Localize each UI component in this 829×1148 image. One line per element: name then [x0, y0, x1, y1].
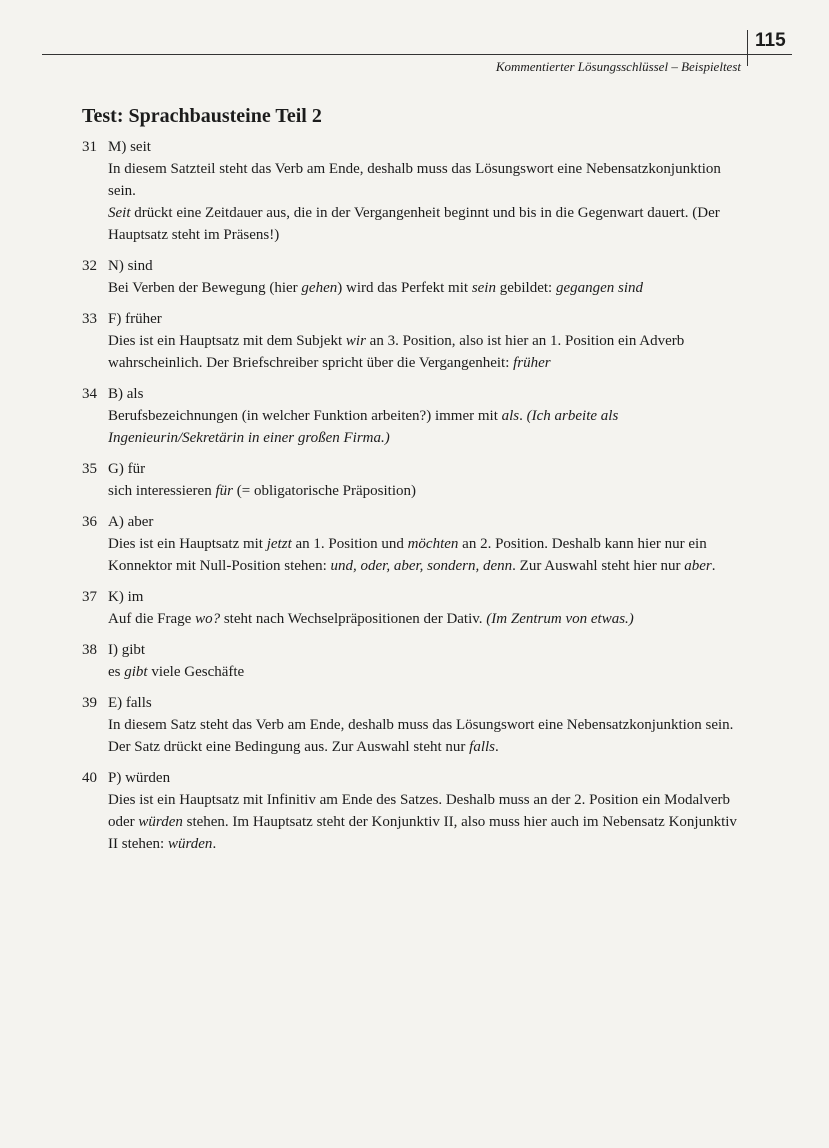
item-explanation	[82, 533, 742, 577]
emphasis-text: wo?	[195, 611, 221, 627]
header-rule	[42, 54, 792, 55]
item-number: 34	[82, 386, 97, 402]
body-text: es	[108, 664, 125, 680]
body-text: .	[495, 739, 499, 755]
explanation-paragraph	[108, 405, 742, 449]
item-answer: K) im	[108, 589, 144, 605]
explanation-paragraph	[108, 661, 742, 683]
answer-list	[82, 136, 742, 864]
item-answer: G) für	[108, 461, 146, 477]
answer-item-head	[82, 692, 742, 714]
answer-item	[82, 511, 742, 577]
body-text: gebildet:	[495, 280, 556, 296]
body-text: In diesem Satz steht das Verb am Ende, deshalb muss das Lösungswort eine Nebensatzkonjunktion sein. Der Satz drückt eine Bedingung aus. Zur Auswahl steht nur	[108, 717, 734, 755]
answer-item-head	[82, 383, 742, 405]
item-explanation	[82, 158, 742, 246]
explanation-paragraph	[108, 330, 742, 374]
emphasis-text: aber	[684, 558, 712, 574]
body-text: drückt eine Zeitdauer aus, die in der Vergangenheit beginnt und bis in die Gegenwart dauert. (Der Hauptsatz steht im Präsens!)	[108, 205, 720, 243]
body-text: an 3. Position, also ist hier an 1. Position ein Adverb wahrscheinlich. Der Briefschreiber spricht über die Vergangenheit:	[108, 333, 685, 371]
body-text: Bei Verben der Bewegung (hier	[108, 280, 302, 296]
item-explanation	[82, 480, 742, 502]
emphasis-text: früher	[513, 355, 551, 371]
answer-item-head	[82, 767, 742, 789]
item-number: 31	[82, 139, 97, 155]
body-text: Berufsbezeichnungen (in welcher Funktion arbeiten?) immer mit	[108, 408, 502, 424]
answer-item	[82, 383, 742, 449]
item-answer: B) als	[108, 386, 144, 402]
item-number: 40	[82, 770, 97, 786]
emphasis-text: gibt	[124, 664, 148, 680]
item-explanation	[82, 661, 742, 683]
item-explanation	[82, 789, 742, 855]
item-answer: I) gibt	[108, 642, 146, 658]
item-number: 38	[82, 642, 97, 658]
body-text: .	[711, 558, 716, 574]
emphasis-text: und, oder, aber, sondern, denn	[330, 558, 513, 574]
body-text: In diesem Satzteil steht das Verb am Ende, deshalb muss das Lösungswort eine Nebensatzkonjunktion sein.	[108, 161, 721, 199]
item-answer: P) würden	[108, 770, 171, 786]
section-title: Test: Sprachbausteine Teil 2	[82, 105, 322, 127]
page-number: 115	[755, 30, 786, 51]
answer-item-head	[82, 639, 742, 661]
item-explanation	[82, 405, 742, 449]
explanation-paragraph	[108, 277, 742, 299]
item-number: 32	[82, 258, 97, 274]
answer-item	[82, 458, 742, 502]
item-number: 33	[82, 311, 97, 327]
answer-item	[82, 136, 742, 246]
emphasis-text: würden	[167, 836, 213, 852]
emphasis-text: falls	[469, 739, 496, 755]
emphasis-text: gehen	[301, 280, 338, 296]
emphasis-text: würden	[138, 814, 183, 830]
answer-item-head	[82, 136, 742, 158]
body-text: (= obligatorische Präposition)	[232, 483, 416, 499]
body-text: Dies ist ein Hauptsatz mit dem Subjekt	[108, 333, 346, 349]
body-text: Dies ist ein Hauptsatz mit Infinitiv am Ende des Satzes. Deshalb muss an der 2. Position ein Modalverb oder	[108, 792, 730, 830]
emphasis-text: (Ich arbeite als Ingenieurin/Sekretärin in einer großen Firma.)	[108, 408, 619, 446]
body-text: stehen. Im Hauptsatz steht der Konjunktiv II, also muss hier auch im Nebensatz Konjunktiv II stehen:	[108, 814, 737, 852]
answer-item	[82, 308, 742, 374]
emphasis-text: wir	[345, 333, 366, 349]
emphasis-text: als	[501, 408, 520, 424]
item-number: 36	[82, 514, 97, 530]
header-divider	[747, 30, 748, 66]
answer-item	[82, 767, 742, 855]
answer-item	[82, 255, 742, 299]
answer-item	[82, 586, 742, 630]
answer-item	[82, 639, 742, 683]
show-through-text	[400, 110, 800, 133]
explanation-paragraph	[108, 533, 742, 577]
item-number: 37	[82, 589, 97, 605]
answer-item-head	[82, 255, 742, 277]
body-text: . Zur Auswahl steht hier nur	[512, 558, 685, 574]
item-answer: N) sind	[108, 258, 153, 274]
body-text: Auf die Frage	[108, 611, 196, 627]
item-answer: M) seit	[108, 139, 151, 155]
item-number: 39	[82, 695, 97, 711]
body-text: Dies ist ein Hauptsatz mit	[108, 536, 267, 552]
body-text: .	[212, 836, 217, 852]
emphasis-text: Seit	[108, 205, 131, 221]
explanation-paragraph	[108, 158, 742, 202]
explanation-paragraph	[108, 789, 742, 855]
body-text: an 2. Position. Deshalb kann hier nur ein Konnektor mit Null-Position stehen:	[108, 536, 707, 574]
item-answer: A) aber	[108, 514, 154, 530]
answer-item-head	[82, 586, 742, 608]
body-text: steht nach Wechselpräpositionen der Dativ.	[220, 611, 487, 627]
body-text: viele Geschäfte	[147, 664, 245, 680]
item-explanation	[82, 714, 742, 758]
item-explanation	[82, 277, 742, 299]
explanation-paragraph	[108, 714, 742, 758]
item-explanation	[82, 330, 742, 374]
answer-item-head	[82, 458, 742, 480]
explanation-paragraph	[108, 480, 742, 502]
answer-item-head	[82, 511, 742, 533]
emphasis-text: sein	[471, 280, 496, 296]
running-head: Kommentierter Lösungsschlüssel – Beispieltest	[495, 59, 741, 74]
emphasis-text: jetzt	[266, 536, 292, 552]
answer-item	[82, 692, 742, 758]
emphasis-text: (Im Zentrum von etwas.)	[486, 611, 634, 627]
item-answer: E) falls	[108, 695, 152, 711]
body-text: sich interessieren	[108, 483, 216, 499]
answer-item-head	[82, 308, 742, 330]
emphasis-text: gegangen sind	[555, 280, 644, 296]
item-number: 35	[82, 461, 97, 477]
item-answer: F) früher	[108, 311, 162, 327]
item-explanation	[82, 608, 742, 630]
emphasis-text: möchten	[407, 536, 459, 552]
explanation-paragraph	[108, 608, 742, 630]
body-text: .	[519, 408, 527, 424]
body-text: an 1. Position und	[291, 536, 408, 552]
body-text: ) wird das Perfekt mit	[337, 280, 472, 296]
explanation-paragraph	[108, 202, 742, 246]
emphasis-text: für	[215, 483, 233, 499]
